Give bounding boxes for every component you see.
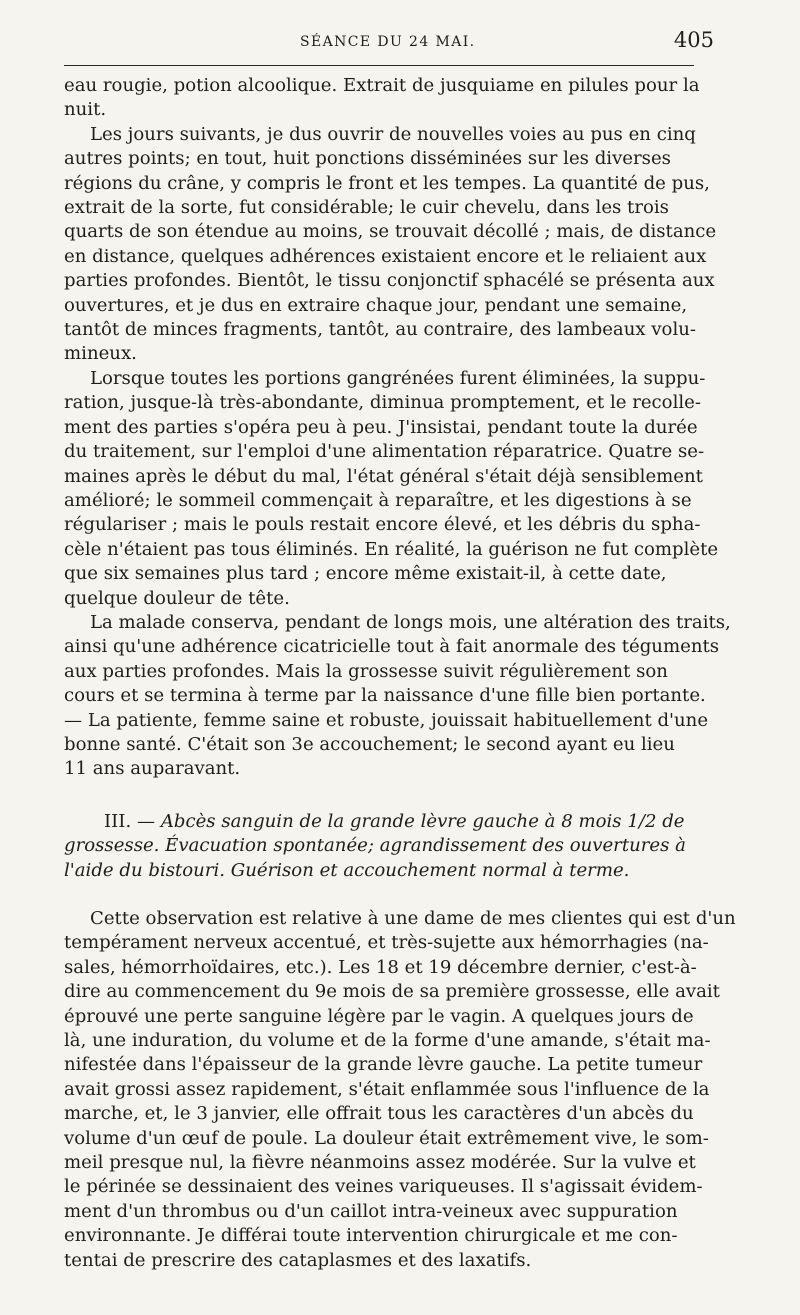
section-title: Abcès sanguin de la grande lèvre gauche à 8 mois 1/2 de (160, 810, 685, 832)
text-line: avait grossi assez rapidement, s'était enflammée sous l'influence de la (64, 1078, 710, 1100)
text-line: Cette observation est relative à une dame de mes clientes qui est d'un (90, 908, 736, 929)
text-line: mineux. (64, 343, 137, 365)
text-line: La malade conserva, pendant de longs mois, une altération des traits, (90, 611, 731, 633)
text-line: régulariser ; mais le pouls restait encore élevé, et les débris du spha- (64, 514, 701, 536)
text-line: sales, hémorrhoïdaires, etc.). Les 18 et 19 décembre dernier, c'est-à- (64, 956, 697, 978)
section-number: III. — (104, 810, 156, 832)
text-line: là, une induration, du volume et de la forme d'une amande, s'était ma- (64, 1030, 711, 1052)
text-line: maines après le début du mal, l'état général s'était déjà sensiblement (64, 465, 703, 487)
paragraph-4 (64, 611, 731, 782)
paragraph-3 (64, 367, 719, 611)
section-heading-line (64, 810, 688, 834)
text-line: parties profondes. Bientôt, le tissu conjonctif sphacélé se présenta aux (64, 270, 715, 292)
text-line: le périnée se dessinaient des veines variqueuses. Il s'agissait évidem- (64, 1176, 703, 1198)
text-line: meil presque nul, la fièvre néanmoins assez modérée. Sur la vulve et (64, 1152, 696, 1174)
text-line: tempérament nerveux accentué, et très-sujette aux hémorrhagies (na- (64, 932, 709, 954)
text-line: bonne santé. C'était son 3e accouchement; le second ayant eu lieu (64, 733, 675, 755)
body-text (64, 74, 736, 1273)
header-rule (64, 65, 694, 66)
text-line: tantôt de minces fragments, tantôt, au contraire, des lambeaux volu- (64, 319, 697, 341)
text-line: du traitement, sur l'emploi d'une alimentation réparatrice. Quatre se- (64, 441, 705, 463)
text-line: que six semaines plus tard ; encore même existait-il, à cette date, (64, 563, 667, 585)
text-line: volume d'un œuf de poule. La douleur était extrêmement vive, le som- (64, 1127, 709, 1149)
running-title: SÉANCE DU 24 MAI. (300, 34, 476, 50)
text-line: extrait de la sorte, fut considérable; le cuir chevelu, dans les trois (64, 197, 669, 219)
text-line: cèle n'étaient pas tous éliminés. En réalité, la guérison ne fut complète (64, 538, 719, 560)
section-heading-line: l'aide du bistouri. Guérison et accouchement normal à terme. (64, 859, 630, 881)
text-line: ouvertures, et je dus en extraire chaque jour, pendant une semaine, (64, 294, 688, 316)
text-line: environnante. Je différai toute intervention chirurgicale et me con- (64, 1225, 678, 1247)
text-line: ration, jusque-là très-abondante, diminua promptement, et le recolle- (64, 392, 701, 414)
text-line: marche, et, le 3 janvier, elle offrait tous les caractères d'un abcès du (64, 1103, 694, 1125)
text-line: cours et se termina à terme par la naissance d'une fille bien portante. (64, 685, 706, 707)
text-line: amélioré; le sommeil commençait à reparaître, et les digestions à se (64, 489, 692, 511)
paragraph-5 (64, 907, 736, 1273)
text-line: eau rougie, potion alcoolique. Extrait de jusquiame en pilules pour la (64, 75, 700, 96)
text-line: dire au commencement du 9e mois de sa première grossesse, elle avait (64, 981, 720, 1003)
text-line: ment d'un thrombus ou d'un caillot intra-veineux avec suppuration (64, 1200, 678, 1222)
section-heading (64, 810, 688, 883)
page-number: 405 (673, 28, 714, 52)
section-heading-line: grossesse. Évacuation spontanée; agrandissement des ouvertures à (64, 835, 686, 857)
text-line: en distance, quelques adhérences existaient encore et le reliaient aux (64, 245, 707, 267)
text-line: ainsi qu'une adhérence cicatricielle tout à fait anormale des téguments (64, 636, 720, 658)
running-head (64, 28, 714, 62)
text-line: nuit. (64, 99, 107, 121)
paragraph-1 (64, 74, 700, 123)
text-line: tentai de prescrire des cataplasmes et des laxatifs. (64, 1249, 532, 1271)
text-line: quarts de son étendue au moins, se trouvait décollé ; mais, de distance (64, 221, 717, 243)
text-line: aux parties profondes. Mais la grossesse suivit régulièrement son (64, 660, 668, 682)
text-line: Lorsque toutes les portions gangrénées furent éliminées, la suppu- (90, 367, 706, 389)
text-line: ment des parties s'opéra peu à peu. J'insistai, pendant toute la durée (64, 416, 698, 438)
text-line: éprouvé une perte sanguine légère par le vagin. A quelques jours de (64, 1005, 694, 1027)
text-line: 11 ans auparavant. (64, 758, 241, 780)
text-line: Les jours suivants, je dus ouvrir de nouvelles voies au pus en cinq (90, 123, 696, 145)
text-line: quelque douleur de tête. (64, 587, 290, 609)
text-line: régions du crâne, y compris le front et les tempes. La quantité de pus, (64, 172, 710, 194)
text-line: — La patiente, femme saine et robuste, jouissait habituellement d'une (64, 709, 709, 731)
paragraph-2 (64, 123, 717, 367)
text-line: nifestée dans l'épaisseur de la grande lèvre gauche. La petite tumeur (64, 1054, 703, 1076)
text-line: autres points; en tout, huit ponctions disséminées sur les diverses (64, 148, 671, 170)
